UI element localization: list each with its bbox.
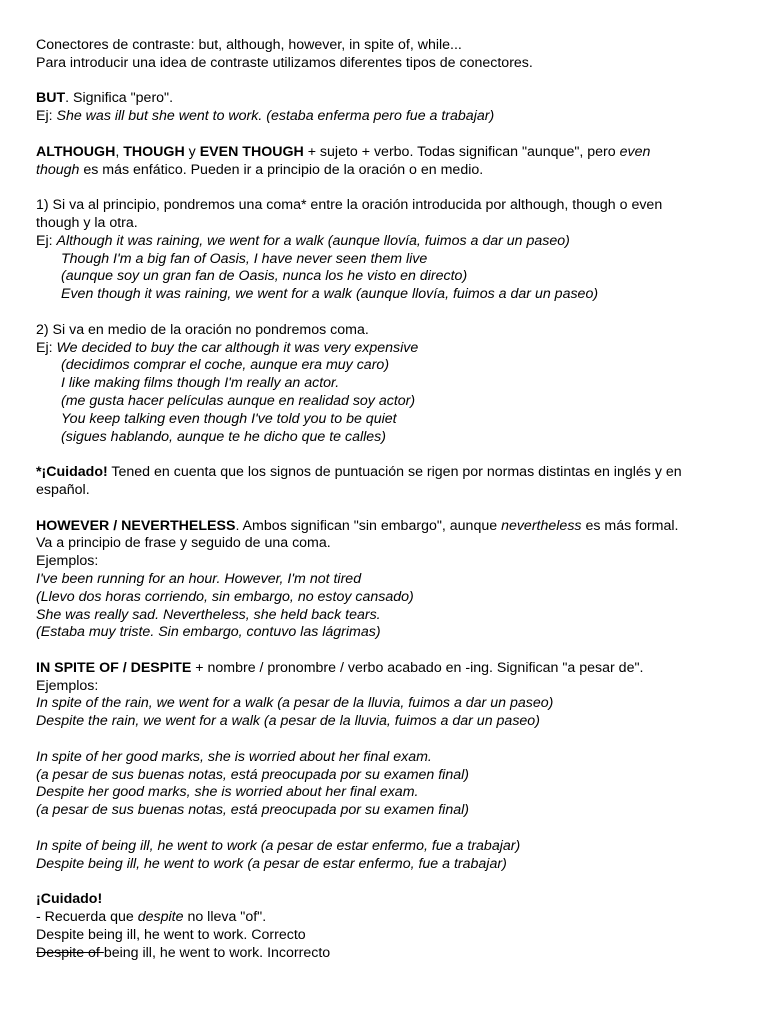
- although-description: + sujeto + verbo. Todas significan "aunque", pero: [303, 143, 620, 160]
- example-text: (Llevo dos horas corriendo, sin embargo, no estoy cansado): [36, 588, 414, 605]
- separator: y: [184, 143, 200, 160]
- however-line-2: Va a principio de frase y seguido de una coma.: [36, 535, 331, 552]
- warning-2-text-end: no lleva "of".: [183, 909, 267, 926]
- although-heading-line: [36, 144, 738, 162]
- but-example: She was ill but she went to work.: [56, 108, 263, 125]
- example-text: In spite of being ill, he went to work (a pesar de estar enfermo, fue a trabajar): [36, 837, 521, 854]
- incorrect-example: [36, 945, 738, 963]
- in-spite-example: [36, 838, 738, 856]
- but-meaning: . Significa "pero".: [65, 90, 174, 107]
- in-spite-example: [36, 856, 738, 874]
- however-example: [36, 571, 738, 589]
- however-heading-line: [36, 518, 738, 536]
- in-spite-example: [36, 767, 738, 785]
- rule-1-example: Although it was raining, we went for a walk (aunque llovía, fuimos a dar un paseo): [56, 232, 570, 249]
- in-spite-example: [36, 713, 738, 731]
- though-heading: THOUGH: [123, 143, 185, 160]
- warning-2-text: - Recuerda que: [36, 909, 138, 926]
- in-spite-description: + nombre / pronombre / verbo acabado en -ing. Significan "a pesar de".: [191, 659, 644, 676]
- warning-2-heading: ¡Cuidado!: [36, 891, 103, 908]
- but-example-line: [36, 108, 738, 126]
- example-text: I like making films though I'm really an actor.: [61, 375, 340, 392]
- example-text: (decidimos comprar el coche, aunque era muy caro): [61, 357, 390, 374]
- rule-1-example: [36, 251, 738, 269]
- ej-label: Ej:: [36, 339, 57, 356]
- example-text: Even though it was raining, we went for a walk (aunque llovía, fuimos a dar un paseo): [61, 286, 599, 303]
- intro-line-2: Para introducir una idea de contraste utilizamos diferentes tipos de conectores.: [36, 54, 533, 71]
- example-text: (sigues hablando, aunque te he dicho que te calles): [61, 428, 386, 445]
- nevertheless-word: nevertheless: [501, 517, 582, 534]
- example-text: Despite her good marks, she is worried about her final exam.: [36, 784, 419, 801]
- in-spite-example: [36, 784, 738, 802]
- example-text: Though I'm a big fan of Oasis, I have never seen them live: [61, 250, 428, 267]
- intro-line-1: Conectores de contraste: but, although, however, in spite of, while...: [36, 37, 462, 53]
- rule-1-example: [36, 268, 738, 286]
- however-example: [36, 607, 738, 625]
- ej-label: Ej:: [36, 232, 57, 249]
- in-spite-example: [36, 802, 738, 820]
- example-text: Despite the rain, we went for a walk (a pesar de la lluvia, fuimos a dar un paseo): [36, 713, 540, 730]
- example-text: She was really sad. Nevertheless, she held back tears.: [36, 606, 381, 623]
- rule-2-example: [36, 429, 738, 447]
- despite-word: despite: [137, 909, 184, 926]
- warning-1-line-2: español.: [36, 481, 90, 498]
- in-spite-example: [36, 695, 738, 713]
- rule-1-example-line: [36, 233, 738, 251]
- but-heading-line: [36, 90, 738, 108]
- rule-1-line-2: though y la otra.: [36, 214, 138, 231]
- rule-2-example: [36, 393, 738, 411]
- incorrect-example-rest: being ill, he went to work. Incorrecto: [103, 944, 331, 961]
- rule-1-example: [36, 286, 738, 304]
- example-text: In spite of the rain, we went for a walk (a pesar de la lluvia, fuimos a dar un paseo): [36, 695, 554, 712]
- but-example-translation: (estaba enferma pero fue a trabajar): [262, 108, 495, 125]
- warning-1-line-1: [36, 464, 738, 482]
- example-text: (Estaba muy triste. Sin embargo, contuvo las lágrimas): [36, 624, 381, 641]
- rule-2-example: We decided to buy the car although it was very expensive: [56, 339, 419, 356]
- rule-2-example-line: [36, 340, 738, 358]
- in-spite-example: [36, 749, 738, 767]
- warning-2-line-1: [36, 909, 738, 927]
- warning-1-text: Tened en cuenta que los signos de puntuación se rigen por normas distintas en inglés y en: [107, 464, 682, 481]
- however-description: . Ambos significan "sin embargo", aunque: [235, 517, 502, 534]
- even-word: even: [619, 143, 651, 160]
- but-heading: BUT: [36, 90, 66, 107]
- warning-1-heading: *¡Cuidado!: [36, 464, 108, 481]
- warning-2-heading-line: [36, 891, 738, 909]
- ejemplos-label: Ejemplos:: [36, 553, 99, 570]
- however-example: [36, 624, 738, 642]
- ej-label: Ej:: [36, 108, 57, 125]
- example-text: You keep talking even though I've told you to be quiet: [61, 410, 397, 427]
- example-text: (aunque soy un gran fan de Oasis, nunca los he visto en directo): [61, 268, 468, 285]
- separator: ,: [115, 143, 124, 160]
- rule-2-example: [36, 411, 738, 429]
- although-description-line-2: [36, 162, 738, 180]
- although-description-rest: es más enfático. Pueden ir a principio de la oración o en medio.: [79, 161, 484, 178]
- in-spite-heading-line: [36, 660, 738, 678]
- though-word: though: [36, 161, 80, 178]
- ejemplos-label: Ejemplos:: [36, 677, 99, 694]
- rule-2-example: [36, 375, 738, 393]
- struck-text: Despite of: [36, 944, 104, 961]
- example-text: I've been running for an hour. However, I'm not tired: [36, 570, 362, 587]
- example-text: Despite being ill, he went to work (a pesar de estar enfermo, fue a trabajar): [36, 855, 507, 872]
- in-spite-heading: IN SPITE OF / DESPITE: [36, 659, 192, 676]
- correct-example: Despite being ill, he went to work. Correcto: [36, 926, 306, 943]
- rule-1-line-1: 1) Si va al principio, pondremos una coma* entre la oración introducida por although, though o even: [36, 197, 663, 214]
- example-text: (a pesar de sus buenas notas, está preocupada por su examen final): [36, 766, 469, 783]
- example-text: In spite of her good marks, she is worried about her final exam.: [36, 748, 432, 765]
- however-description-end: es más formal.: [581, 517, 679, 534]
- example-text: (me gusta hacer películas aunque en realidad soy actor): [61, 392, 416, 409]
- even-though-heading: EVEN THOUGH: [199, 143, 304, 160]
- however-heading: HOWEVER / NEVERTHELESS: [36, 517, 236, 534]
- rule-2-example: [36, 357, 738, 375]
- although-heading: ALTHOUGH: [36, 143, 116, 160]
- however-example: [36, 589, 738, 607]
- rule-2-line-1: 2) Si va en medio de la oración no pondremos coma.: [36, 321, 369, 338]
- example-text: (a pesar de sus buenas notas, está preocupada por su examen final): [36, 802, 469, 819]
